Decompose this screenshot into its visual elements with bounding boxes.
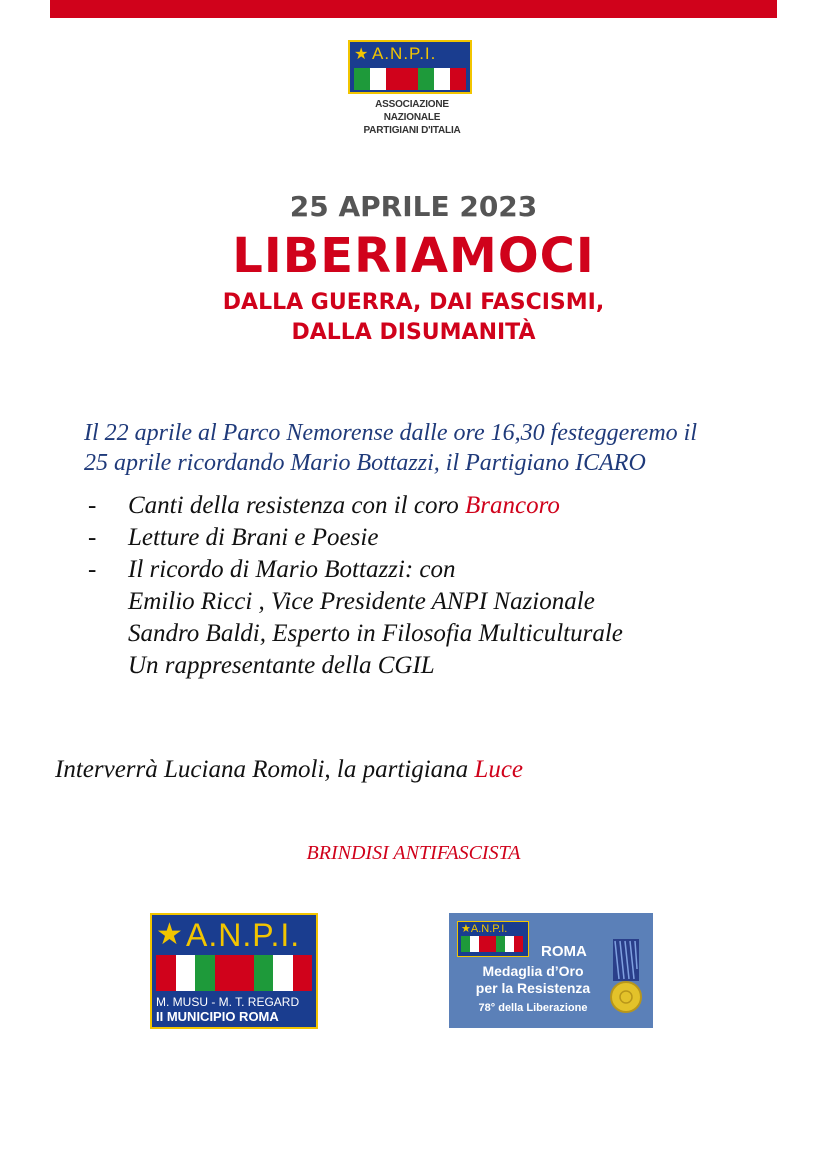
item-text: Letture di Brani e Poesie <box>128 524 379 551</box>
item-text: Canti della resistenza con il coro <box>128 492 466 519</box>
speaker-text: Interverrà Luciana Romoli, la partigiana <box>55 756 475 783</box>
intro-line-2: 25 aprile ricordando Mario Bottazzi, il Partigiano ICARO <box>84 450 646 476</box>
medal-icon <box>609 939 643 1019</box>
anpi-logo-mark: A.N.P.I. <box>372 44 437 63</box>
anpi-logo <box>348 40 476 137</box>
intro-paragraph <box>84 418 784 478</box>
logo-mark: A.N.P.I. <box>186 917 301 953</box>
anpi-logo-caption <box>348 98 476 137</box>
page-subtitle <box>0 288 827 348</box>
mini-logo-mark: ★A.N.P.I. <box>461 923 508 935</box>
subtitle-line-1: DALLA GUERRA, DAI FASCISMI, <box>222 290 605 315</box>
caption-line-2: PARTIGIANI D'ITALIA <box>363 125 461 136</box>
logo-city: ROMA <box>541 943 587 960</box>
event-date: 25 APRILE 2023 <box>289 190 538 223</box>
subtitle-line-2: DALLA DISUMANITÀ <box>291 320 536 345</box>
logo-line-3: 78° della Liberazione <box>478 1002 588 1014</box>
speaker-nickname: Luce <box>474 756 524 783</box>
page-title: LIBERIAMOCI <box>232 228 595 284</box>
star-icon: ★ <box>354 44 369 63</box>
speaker-line <box>55 756 523 784</box>
logo-line-1: Medaglia d’Oro <box>482 963 584 979</box>
logo-line-2: II MUNICIPIO ROMA <box>156 1009 279 1024</box>
list-item: - Il ricordo di Mario Bottazzi: con <box>88 554 788 586</box>
anpi-logo-badge <box>348 40 472 94</box>
choir-name: Brancoro <box>465 492 560 519</box>
list-item: - Canti della resistenza con il coro Brancoro <box>88 492 560 519</box>
anpi-roma-logo <box>449 913 653 1028</box>
item-text: Il ricordo di Mario Bottazzi: con <box>128 556 456 583</box>
tricolor-flag-icon <box>156 955 312 991</box>
program-list <box>88 490 788 682</box>
star-icon: ★ <box>156 917 183 952</box>
tricolor-flag-icon <box>461 936 523 952</box>
anpi-mini-badge <box>457 921 529 957</box>
top-red-bar <box>50 0 777 18</box>
toast-line: BRINDISI ANTIFASCISTA <box>306 842 521 864</box>
logo-line-1: M. MUSU - M. T. REGARD <box>156 995 300 1009</box>
intro-line-1: Il 22 aprile al Parco Nemorense dalle ore 16,30 festeggeremo il <box>84 420 697 446</box>
tricolor-flag-icon <box>354 68 466 90</box>
caption-line-1: ASSOCIAZIONE NAZIONALE <box>375 99 449 123</box>
guest-line: Emilio Ricci , Vice Presidente ANPI Nazionale <box>128 588 595 615</box>
list-item: - Letture di Brani e Poesie <box>88 522 788 554</box>
anpi-municipio-logo <box>150 913 318 1029</box>
guest-line: Sandro Baldi, Esperto in Filosofia Multiculturale <box>128 620 623 647</box>
guest-line: Un rappresentante della CGIL <box>128 652 435 679</box>
logo-line-2: per la Resistenza <box>475 980 591 996</box>
